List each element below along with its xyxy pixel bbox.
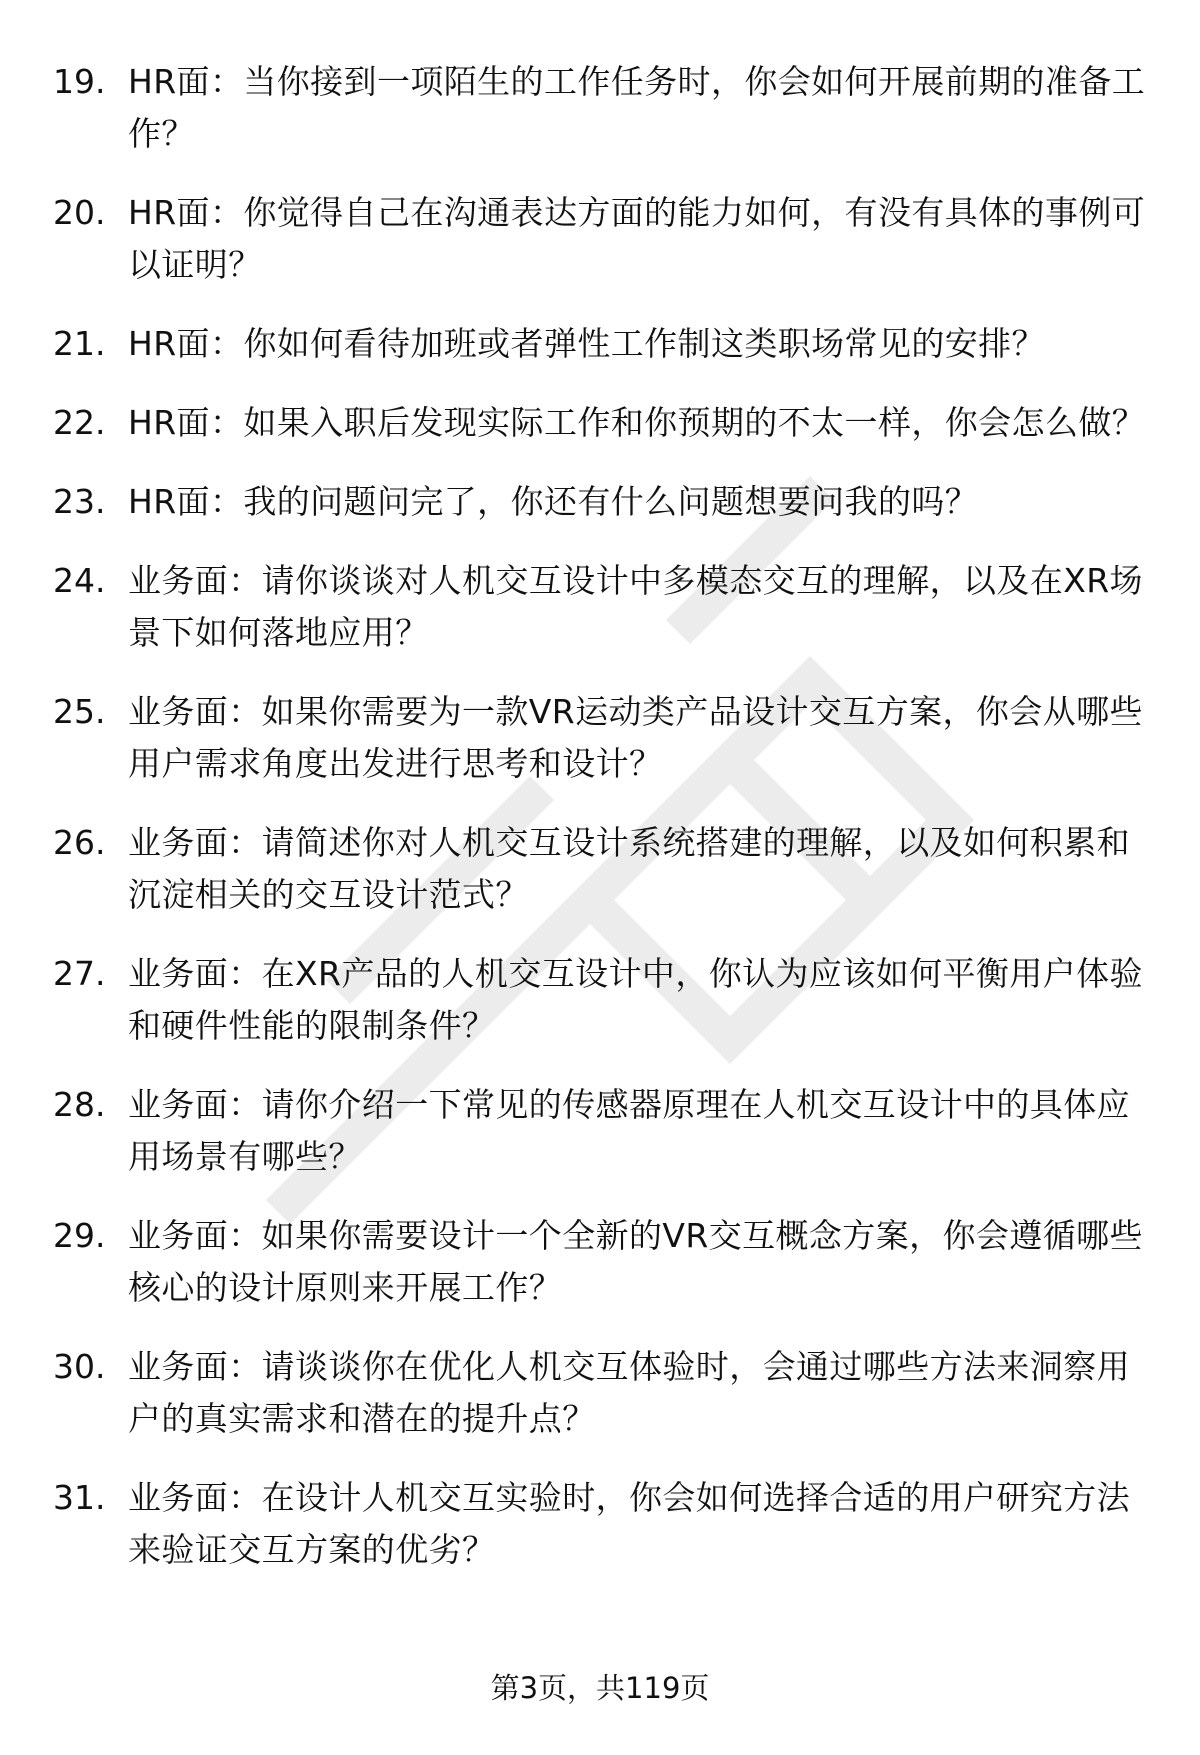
list-item [0, 686, 1200, 790]
question-text: HR面：我的问题问完了，你还有什么问题想要问我的吗？ [128, 482, 979, 521]
question-text: HR面：如果入职后发现实际工作和你预期的不太一样，你会怎么做？ [128, 403, 1146, 442]
question-text: 业务面：在设计人机交互实验时，你会如何选择合适的用户研究方法来验证交互方案的优劣？ [128, 1478, 1130, 1569]
page-footer: 第3页，共119页 [490, 1671, 710, 1705]
list-item [0, 948, 1200, 1052]
question-number: 31. [53, 1478, 106, 1517]
list-item [0, 1079, 1200, 1183]
question-number: 24. [53, 561, 106, 600]
list-item [0, 476, 1200, 528]
list-item [0, 1210, 1200, 1314]
list-item [0, 397, 1200, 449]
question-text: 业务面：如果你需要为一款VR运动类产品设计交互方案，你会从哪些用户需求角度出发进行思考和设计？ [128, 692, 1143, 783]
list-item [0, 56, 1200, 160]
question-list [0, 56, 1200, 1603]
question-text: 业务面：如果你需要设计一个全新的VR交互概念方案，你会遵循哪些核心的设计原则来开展工作？ [128, 1216, 1143, 1307]
question-text: 业务面：在XR产品的人机交互设计中，你认为应该如何平衡用户体验和硬件性能的限制条件？ [128, 954, 1143, 1045]
question-text: 业务面：请你介绍一下常见的传感器原理在人机交互设计中的具体应用场景有哪些？ [128, 1085, 1130, 1176]
question-number: 26. [53, 823, 106, 862]
question-text: HR面：当你接到一项陌生的工作任务时，你会如何开展前期的准备工作？ [128, 62, 1146, 153]
question-text: 业务面：请谈谈你在优化人机交互体验时，会通过哪些方法来洞察用户的真实需求和潜在的提升点？ [128, 1347, 1130, 1438]
question-number: 23. [53, 482, 106, 521]
list-item [0, 817, 1200, 921]
question-number: 19. [53, 62, 106, 101]
list-item [0, 1472, 1200, 1576]
question-number: 28. [53, 1085, 106, 1124]
question-text: HR面：你觉得自己在沟通表达方面的能力如何，有没有具体的事例可以证明？ [128, 193, 1146, 284]
question-text: 业务面：请你谈谈对人机交互设计中多模态交互的理解，以及在XR场景下如何落地应用？ [128, 561, 1143, 652]
question-number: 20. [53, 193, 106, 232]
list-item [0, 1341, 1200, 1445]
question-text: HR面：你如何看待加班或者弹性工作制这类职场常见的安排？ [128, 324, 1045, 363]
question-number: 29. [53, 1216, 106, 1255]
list-item [0, 318, 1200, 370]
list-item [0, 555, 1200, 659]
question-number: 22. [53, 403, 106, 442]
list-item [0, 187, 1200, 291]
question-text: 业务面：请简述你对人机交互设计系统搭建的理解，以及如何积累和沉淀相关的交互设计范式？ [128, 823, 1130, 914]
question-number: 21. [53, 324, 106, 363]
question-number: 25. [53, 692, 106, 731]
question-number: 30. [53, 1347, 106, 1386]
question-number: 27. [53, 954, 106, 993]
